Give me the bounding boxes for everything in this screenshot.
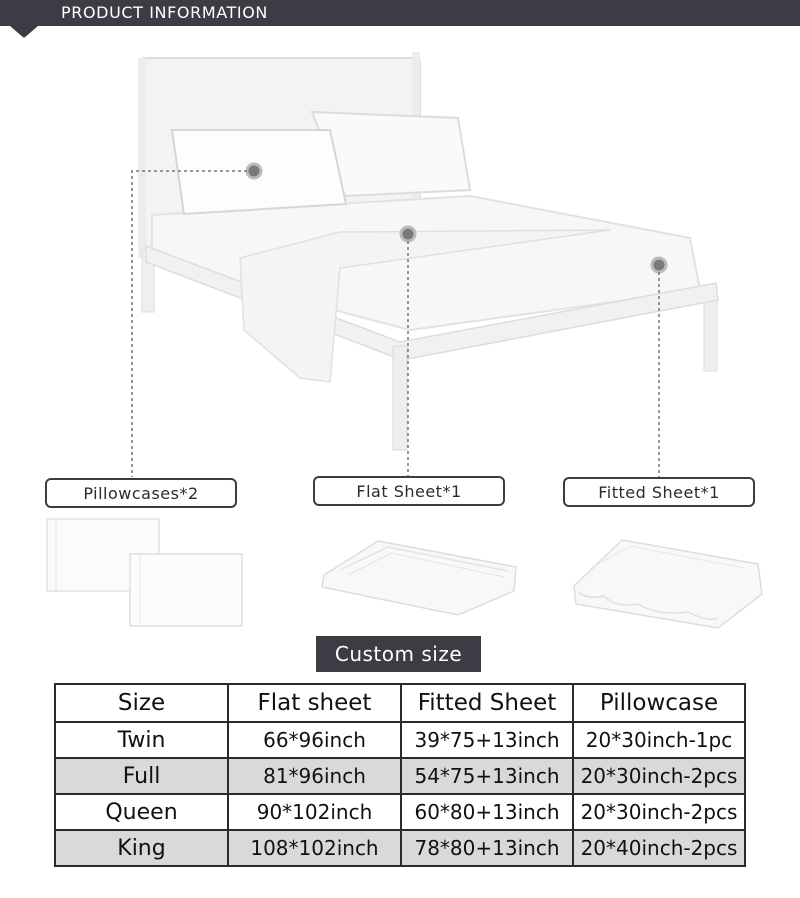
header-size: Size — [55, 684, 228, 722]
marker-dot — [247, 164, 261, 178]
cell-size: Twin — [55, 722, 228, 758]
label-pillowcases: Pillowcases*2 — [45, 478, 237, 508]
cell-fitted-sheet: 39*75+13inch — [401, 722, 573, 758]
header-fitted-sheet: Fitted Sheet — [401, 684, 573, 722]
cell-size: Full — [55, 758, 228, 794]
table-row — [55, 794, 745, 830]
cell-fitted-sheet: 78*80+13inch — [401, 830, 573, 866]
size-table — [54, 683, 746, 867]
cell-flat-sheet: 108*102inch — [228, 830, 401, 866]
cell-flat-sheet: 66*96inch — [228, 722, 401, 758]
cell-pillowcase: 20*30inch-1pc — [573, 722, 745, 758]
header-title: PRODUCT INFORMATION — [61, 3, 268, 22]
table-header-row — [55, 684, 745, 722]
fitted-sheet-image — [568, 534, 766, 632]
marker-dot — [401, 227, 415, 241]
cell-size: Queen — [55, 794, 228, 830]
table-row — [55, 830, 745, 866]
cell-fitted-sheet: 60*80+13inch — [401, 794, 573, 830]
cell-fitted-sheet: 54*75+13inch — [401, 758, 573, 794]
cell-pillowcase: 20*40inch-2pcs — [573, 830, 745, 866]
label-fitted-sheet: Fitted Sheet*1 — [563, 477, 755, 507]
cell-pillowcase: 20*30inch-2pcs — [573, 758, 745, 794]
cell-pillowcase: 20*30inch-2pcs — [573, 794, 745, 830]
table-row — [55, 722, 745, 758]
header-flat-sheet: Flat sheet — [228, 684, 401, 722]
bed-illustration — [0, 40, 800, 480]
pillowcases-image — [44, 516, 246, 628]
table-row — [55, 758, 745, 794]
header-pillowcase: Pillowcase — [573, 684, 745, 722]
cell-size: King — [55, 830, 228, 866]
custom-size-badge: Custom size — [316, 636, 481, 672]
flat-sheet-image — [318, 535, 522, 619]
bed-leg — [393, 346, 407, 450]
header-notch — [10, 26, 38, 38]
marker-dot — [652, 258, 666, 272]
cell-flat-sheet: 90*102inch — [228, 794, 401, 830]
label-flat-sheet: Flat Sheet*1 — [313, 476, 505, 506]
cell-flat-sheet: 81*96inch — [228, 758, 401, 794]
header-bar — [0, 0, 800, 26]
